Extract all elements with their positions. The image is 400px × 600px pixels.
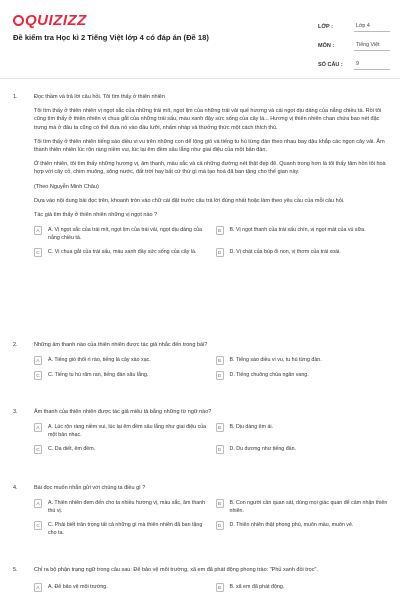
- logo-text: QUIZIZZ: [25, 12, 87, 29]
- question-text: Chỉ ra bộ phận trạng ngữ trong câu sau: Để bảo vệ môi trường, xã em đã phát động phong trào: "Phủ xanh đồi trọc".: [34, 567, 318, 573]
- answer-option-c[interactable]: [34, 371, 207, 380]
- answer-option-c[interactable]: [34, 521, 207, 537]
- option-letter-box: A: [34, 583, 42, 592]
- answer-options: [34, 423, 388, 454]
- passage-instruction: Dựa vào nội dung bài đọc trên, khoanh tròn vào chữ cái đặt trước câu trả lời đúng nhất hoặc làm theo yêu cầu của mỗi câu hỏi.: [34, 197, 345, 204]
- answer-options: [34, 499, 388, 537]
- option-letter-box: B: [216, 499, 224, 508]
- meta-label: MÔN :: [318, 43, 335, 49]
- question-number: 4.: [13, 485, 18, 491]
- option-text: D. Thiên nhiên thật phong phú, muôn màu, muôn vẻ.: [229, 522, 354, 529]
- option-text: A. Thiên nhiên đem đến cho ta nhiều hương vị, màu sắc, âm thanh thú vị.: [48, 500, 206, 515]
- meta-row-count: [318, 51, 390, 70]
- answer-option-b[interactable]: [216, 583, 389, 592]
- question-text: Bài đọc muốn nhắn gửi với chúng ta điều gì ?: [34, 485, 146, 491]
- option-letter-box: C: [34, 445, 42, 454]
- question-2: [13, 341, 388, 380]
- answer-option-d[interactable]: [216, 445, 389, 454]
- meta-row-subject: [318, 32, 390, 51]
- answer-option-d[interactable]: [216, 521, 389, 537]
- option-text: C. Phải biết trân trọng tất cả những gì mà thiên nhiên đã ban tặng cho ta.: [48, 522, 203, 537]
- question-1: [13, 93, 388, 257]
- option-text: B. Dịu dàng êm ái.: [229, 424, 274, 431]
- passage-intro: Đọc thầm và trả lời câu hỏi. Tôi tìm thấy ở thiên nhiên: [34, 94, 165, 100]
- passage-paragraph: Ở thiên nhiên, tôi tìm thấy những hương vị, âm thanh, màu sắc và cả những đường nét thật đẹp đẽ. Quanh trong hơn là tôi thấy tâm hồn tôi hoà hợp với cây cỏ, chim muông, sông nước, đất trời hay bất cứ thứ gì mà tạo hoá đã ban tặng cho thế gian này.: [34, 161, 386, 176]
- answer-option-c[interactable]: [34, 445, 207, 454]
- option-letter-box: C: [34, 371, 42, 380]
- answer-option-a[interactable]: [34, 499, 207, 515]
- answer-option-c[interactable]: [34, 248, 207, 257]
- option-text: B. Tiếng sáo diều vi vu, tu hú từng đàn.: [229, 357, 322, 364]
- option-letter-box: B: [216, 583, 224, 592]
- meta-value: Tiếng Việt: [354, 42, 390, 51]
- option-text: C. Tiếng tu hú râm ran, tiếng đàn sâu lắng.: [48, 372, 149, 379]
- passage-paragraph: Tôi tìm thấy ở thiên nhiên tiếng sáo diều vi vu trên những con dê lộng gió và tiếng tu hú từng đàn theo nhau bay dậu khắp các ngọn cây vải. Âm thanh thiên nhiên lúc rộn ràng niềm vui, lúc lại êm đềm sâu lắng như giai điệu của một bản đàn.: [34, 138, 385, 154]
- answer-option-b[interactable]: [216, 499, 389, 515]
- option-letter-box: B: [216, 356, 224, 365]
- answer-option-d[interactable]: [216, 248, 389, 257]
- question-text: Tác giả tìm thấy ở thiên nhiên những vị ngọt nào ?: [34, 212, 158, 219]
- question-number: 1.: [13, 94, 18, 100]
- question-3: [13, 408, 388, 454]
- option-text: B. Con người cần quan sát, dùng mọi giác quan để cảm nhận thiên nhiên.: [229, 500, 388, 515]
- passage-paragraph: Tôi tìm thấy ở thiên nhiên vị ngọt sắc của những trái mít, ngọt lịm của những trái vải quế hương và cái ngọt dịu dàng của nắng chiều tà. Rồi tôi cũng tìm thấy ở thiên nhiên vị chua gắt của những trái sấu, màu xanh đậy sức sống của cây lá... Hương vị thiên nhiên chan chứa bao nét đặc trưng mà ở đâu ta cũng có thể đưa nó vào đầu lưỡi, nhấm nháp và thưởng thức một cách thích thú.: [34, 108, 382, 131]
- question-4: [13, 484, 388, 537]
- header-divider: [0, 78, 400, 79]
- option-letter-box: B: [216, 226, 224, 235]
- meta-label: LỚP :: [318, 24, 333, 30]
- answer-option-d[interactable]: [216, 371, 389, 380]
- option-text: B. xã em đã phát động.: [229, 584, 285, 591]
- meta-row-class: [318, 13, 390, 32]
- question-number: 3.: [13, 409, 18, 415]
- meta-value: Lớp 4: [354, 23, 390, 32]
- question-number: 2.: [13, 342, 18, 348]
- answer-options: [34, 356, 388, 380]
- page-title: Đề kiểm tra Học kì 2 Tiếng Việt lớp 4 có đáp án (Đề 18): [13, 33, 209, 42]
- option-text: D. Tiếng chuông chùa ngân vang.: [229, 372, 309, 379]
- option-text: A. Lúc rộn ràng niềm vui, lúc lại êm đềm sâu lắng như giai điệu của một bản nhạc.: [48, 424, 207, 439]
- question-5: [13, 566, 388, 592]
- answer-option-a[interactable]: [34, 356, 207, 365]
- quizizz-logo: [13, 12, 87, 29]
- answer-option-b[interactable]: [216, 423, 389, 439]
- option-letter-box: A: [34, 356, 42, 365]
- option-letter-box: D: [216, 371, 224, 380]
- option-letter-box: A: [34, 499, 42, 508]
- worksheet-header: [0, 0, 400, 78]
- passage-source: (Theo Nguyễn Minh Châu): [34, 183, 99, 190]
- option-letter-box: C: [34, 248, 42, 257]
- answer-option-a[interactable]: [34, 423, 207, 439]
- answer-option-b[interactable]: [216, 356, 389, 365]
- option-text: C. Vị chua gắt của trái sấu, màu xanh đầy sức sống của cây lá.: [48, 249, 197, 256]
- meta-label: SỐ CÂU :: [318, 62, 343, 68]
- answer-option-b[interactable]: [216, 226, 389, 242]
- option-letter-box: C: [34, 521, 42, 530]
- option-letter-box: D: [216, 248, 224, 257]
- question-text: Những âm thanh nào của thiên nhiên được tác giả nhắc đến trong bài?: [34, 342, 208, 348]
- answer-options: [34, 226, 388, 257]
- option-text: A. Vị ngọt sắc của trái mít, ngọt lịm của trái vải, ngọt dịu dàng của nắng chiều tà.: [48, 227, 202, 242]
- meta-value: 9: [354, 61, 390, 70]
- option-letter-box: A: [34, 226, 42, 235]
- option-letter-box: D: [216, 445, 224, 454]
- answer-option-a[interactable]: [34, 226, 207, 242]
- option-text: D. Vị chát của búp ổi non, vị thơm của trái xoài.: [229, 249, 341, 256]
- option-text: B. Vị ngọt thanh của trái xấu chín, vị ngọt mát của vú sữa.: [229, 227, 366, 234]
- worksheet-meta: [318, 13, 390, 70]
- option-text: A. Để bảo vệ môi trường.: [48, 584, 108, 591]
- option-letter-box: A: [34, 423, 42, 432]
- logo-circle-icon: [13, 15, 24, 26]
- option-text: A. Tiếng gió thổi rì rào, tiếng lá cây xào xạc.: [48, 357, 151, 364]
- option-letter-box: D: [216, 521, 224, 530]
- question-text: Âm thanh của thiên nhiên được tác giả miêu tả bằng những từ ngữ nào?: [34, 409, 212, 415]
- option-text: D. Du dương như tiếng đàn.: [229, 446, 297, 453]
- option-text: C. Da diết, êm đềm.: [48, 446, 96, 453]
- question-number: 5.: [13, 567, 18, 573]
- answer-options: [34, 583, 388, 592]
- option-letter-box: B: [216, 423, 224, 432]
- answer-option-a[interactable]: [34, 583, 207, 592]
